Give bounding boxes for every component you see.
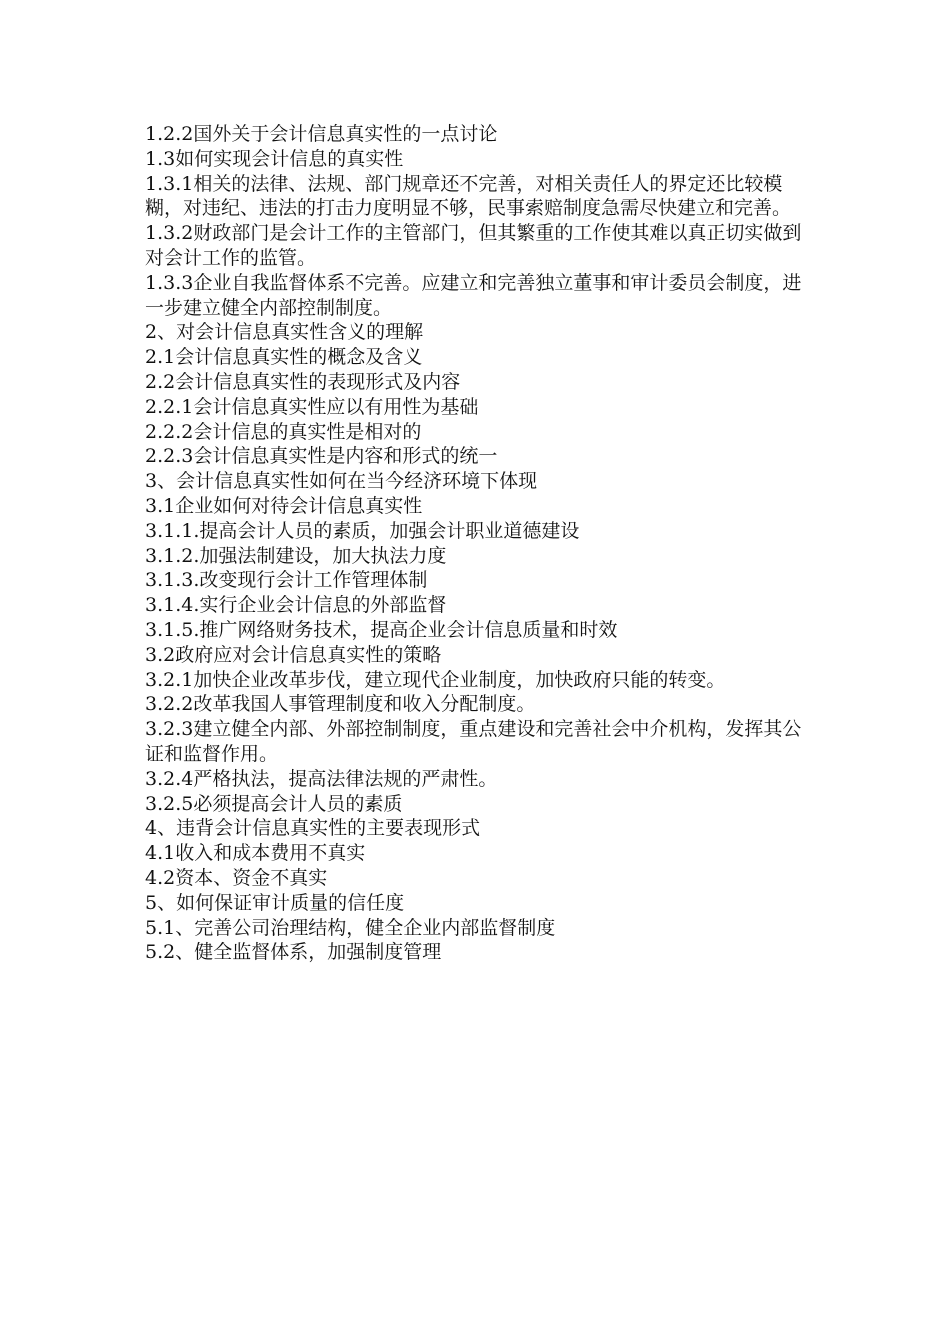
outline-line-3-1: 3.1企业如何对待会计信息真实性: [145, 494, 423, 517]
outline-line-3-1-1: 3.1.1.提高会计人员的素质，加强会计职业道德建设: [145, 519, 580, 542]
outline-line-3-2-5: 3.2.5必须提高会计人员的素质: [145, 792, 403, 815]
outline-line-2-2-3: 2.2.3会计信息真实性是内容和形式的统一: [145, 445, 498, 468]
outline-line-2-1: 2.1会计信息真实性的概念及含义: [145, 346, 423, 369]
outline-line-3: 3、会计信息真实性如何在当今经济环境下体现: [145, 470, 538, 493]
outline-line-1-3-2: 1.3.2财政部门是会计工作的主管部门，但其繁重的工作使其难以真正切实做到对会计工作的监管。: [145, 222, 802, 269]
outline-line-3-2-3: 3.2.3建立健全内部、外部控制制度，重点建设和完善社会中介机构，发挥其公证和监督作用。: [145, 718, 802, 765]
outline-line-1-3-1: 1.3.1相关的法律、法规、部门规章还不完善，对相关责任人的界定还比较模糊，对违纪、违法的打击力度明显不够，民事索赔制度急需尽快建立和完善。: [145, 172, 792, 220]
outline-line-2-2: 2.2会计信息真实性的表现形式及内容: [145, 370, 461, 393]
outline-line-3-2-2: 3.2.2改革我国人事管理制度和收入分配制度。: [145, 693, 536, 716]
outline-line-3-2: 3.2政府应对会计信息真实性的策略: [145, 643, 442, 666]
outline-line-1-2-2: 1.2.2国外关于会计信息真实性的一点讨论: [145, 123, 498, 145]
outline-line-1-3: 1.3如何实现会计信息的真实性: [145, 147, 404, 170]
outline-line-4-1: 4.1收入和成本费用不真实: [145, 842, 366, 865]
outline-line-2-2-2: 2.2.2会计信息的真实性是相对的: [145, 420, 422, 443]
outline-line-3-1-3: 3.1.3.改变现行会计工作管理体制: [145, 569, 428, 592]
outline-line-3-1-2: 3.1.2.加强法制建设，加大执法力度: [145, 544, 447, 567]
outline-line-1-3-3: 1.3.3企业自我监督体系不完善。应建立和完善独立董事和审计委员会制度，进一步建立健全内部控制制度。: [145, 271, 802, 319]
outline-text: [145, 122, 810, 965]
outline-line-3-1-5: 3.1.5.推广网络财务技术，提高企业会计信息质量和时效: [145, 618, 618, 641]
outline-line-2-2-1: 2.2.1会计信息真实性应以有用性为基础: [145, 395, 479, 418]
outline-line-4-2: 4.2资本、资金不真实: [145, 866, 328, 889]
outline-line-4: 4、违背会计信息真实性的主要表现形式: [145, 817, 481, 840]
outline-line-3-2-1: 3.2.1加快企业改革步伐，建立现代企业制度，加快政府只能的转变。: [145, 668, 726, 691]
outline-line-5-2: 5.2、健全监督体系，加强制度管理: [145, 941, 442, 964]
outline-line-5: 5、如何保证审计质量的信任度: [145, 891, 405, 914]
outline-line-2: 2、对会计信息真实性含义的理解: [145, 321, 424, 344]
outline-line-3-2-4: 3.2.4严格执法，提高法律法规的严肃性。: [145, 767, 498, 790]
outline-line-5-1: 5.1、完善公司治理结构，健全企业内部监督制度: [145, 916, 556, 939]
outline-line-3-1-4: 3.1.4.实行企业会计信息的外部监督: [145, 594, 447, 617]
